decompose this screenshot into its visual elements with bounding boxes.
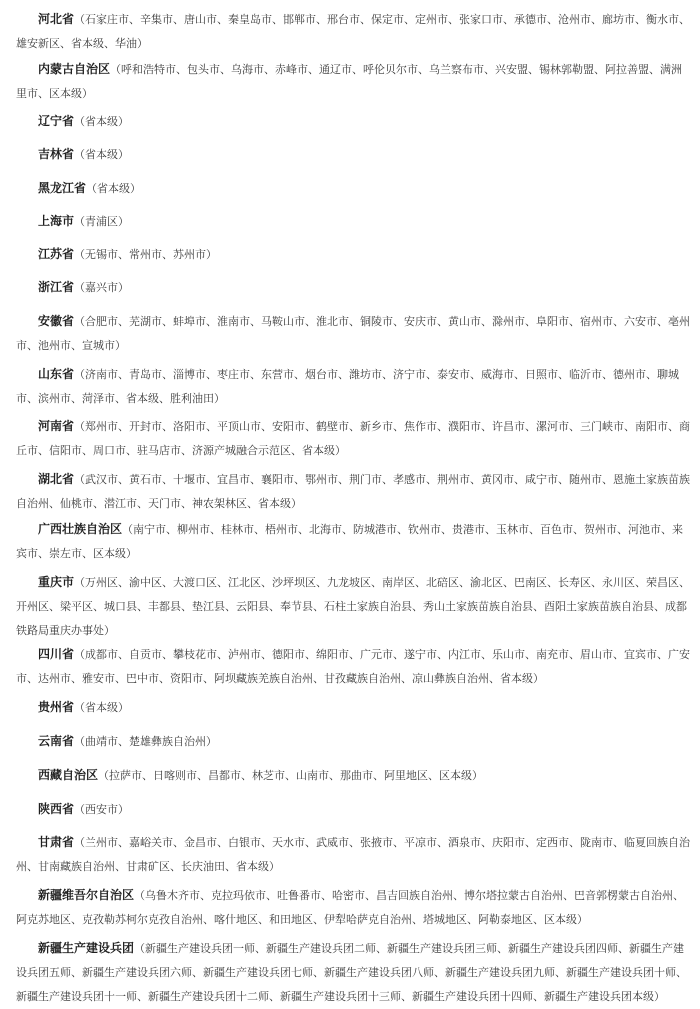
region-entry-jiangsu: 江苏省（无锡市、常州市、苏州市）	[38, 247, 218, 261]
region-list: 兰州市、嘉峪关市、金昌市、白银市、天水市、武威市、张掖市、平凉市、酒泉市、庆阳市、定西市、陇南市、临夏回族自治州、甘南藏族自治州、甘肃矿区、长庆油田、省本级	[16, 836, 691, 873]
region-list: 万州区、渝中区、大渡口区、江北区、沙坪坝区、九龙坡区、南岸区、北碚区、渝北区、巴南区、长寿区、永川区、荣昌区、开州区、梁平区、城口县、丰都县、垫江县、云阳县、奉节县、石柱土家族自治县、秀山土家族苗族自治县、酉阳土家族苗族自治县、成都铁路局重庆办事处	[16, 576, 691, 637]
region-list: 嘉兴市	[85, 281, 119, 294]
region-list: 无锡市、常州市、苏州市	[85, 248, 207, 261]
region-list: 省本级	[85, 701, 119, 714]
region-name: 河南省	[38, 419, 75, 433]
region-list: 省本级	[85, 148, 119, 161]
region-name: 安徽省	[38, 314, 75, 328]
region-entry-yunnan: 云南省（曲靖市、楚雄彝族自治州）	[38, 734, 218, 748]
region-name: 上海市	[38, 214, 75, 228]
region-entry-shandong: 山东省（济南市、青岛市、淄博市、枣庄市、东营市、烟台市、潍坊市、济宁市、泰安市、威海市、日照市、临沂市、德州市、聊城市、滨州市、菏泽市、省本级、胜利油田）	[16, 367, 680, 405]
region-list: 西安市	[85, 803, 119, 816]
region-entry-henan: 河南省（郑州市、开封市、洛阳市、平顶山市、安阳市、鹤壁市、新乡市、焦作市、濮阳市、许昌市、漯河市、三门峡市、南阳市、商丘市、信阳市、周口市、驻马店市、济源产城融合示范区、省本级）	[16, 419, 691, 457]
region-entry-hebei: 河北省（石家庄市、辛集市、唐山市、秦皇岛市、邯郸市、邢台市、保定市、定州市、张家口市、承德市、沧州市、廊坊市、衡水市、雄安新区、省本级、华油）	[16, 12, 691, 50]
region-list: 乌鲁木齐市、克拉玛依市、吐鲁番市、哈密市、昌吉回族自治州、博尔塔拉蒙古自治州、巴音郭楞蒙古自治州、阿克苏地区、克孜勒苏柯尔克孜自治州、喀什地区、和田地区、伊犁哈萨克自治州、塔城地区、阿勒泰地区、区本级	[16, 889, 685, 926]
region-list: 新疆生产建设兵团一师、新疆生产建设兵团二师、新疆生产建设兵团三师、新疆生产建设兵团四师、新疆生产建设兵团五师、新疆生产建设兵团六师、新疆生产建设兵团七师、新疆生产建设兵团八师、新疆生产建设兵团九师、新疆生产建设兵团十师、新疆生产建设兵团十一师、新疆生产建设兵团十二师、新疆生产建设兵团十三师、新疆生产建设兵团十四师、新疆生产建设兵团本级	[16, 942, 687, 1003]
region-list: 石家庄市、辛集市、唐山市、秦皇岛市、邯郸市、邢台市、保定市、定州市、张家口市、承德市、沧州市、廊坊市、衡水市、雄安新区、省本级、华油	[16, 13, 691, 50]
region-name: 重庆市	[38, 575, 75, 589]
region-list: 青浦区	[85, 215, 119, 228]
region-entry-shanghai: 上海市（青浦区）	[38, 214, 130, 228]
region-entry-guangxi: 广西壮族自治区（南宁市、柳州市、桂林市、梧州市、北海市、防城港市、钦州市、贵港市、玉林市、百色市、贺州市、河池市、来宾市、崇左市、区本级）	[16, 522, 684, 560]
region-list: 拉萨市、日喀则市、昌都市、林芝市、山南市、那曲市、阿里地区、区本级	[109, 769, 473, 782]
region-name: 黑龙江省	[38, 181, 87, 195]
region-entry-anhui: 安徽省（合肥市、芜湖市、蚌埠市、淮南市、马鞍山市、淮北市、铜陵市、安庆市、黄山市、滁州市、阜阳市、宿州市、六安市、亳州市、池州市、宣城市）	[16, 314, 691, 352]
region-list: 成都市、自贡市、攀枝花市、泸州市、德阳市、绵阳市、广元市、遂宁市、内江市、乐山市、南充市、眉山市、宜宾市、广安市、达州市、雅安市、巴中市、资阳市、阿坝藏族羌族自治州、甘孜藏族自治州、凉山彝族自治州、省本级	[16, 648, 691, 685]
region-name: 新疆维吾尔自治区	[38, 888, 135, 902]
region-name: 贵州省	[38, 700, 75, 714]
region-list: 省本级	[97, 182, 131, 195]
region-entry-chongqing: 重庆市（万州区、渝中区、大渡口区、江北区、沙坪坝区、九龙坡区、南岸区、北碚区、渝北区、巴南区、长寿区、永川区、荣昌区、开州区、梁平区、城口县、丰都县、垫江县、云阳县、奉节县、石柱土家族自治县、秀山土家族苗族自治县、酉阳土家族苗族自治县、成都铁路局重庆办事处）	[16, 575, 691, 637]
region-entry-guizhou: 贵州省（省本级）	[38, 700, 130, 714]
region-name: 西藏自治区	[38, 768, 99, 782]
region-list: 呼和浩特市、包头市、乌海市、赤峰市、通辽市、呼伦贝尔市、乌兰察布市、兴安盟、锡林郭勒盟、阿拉善盟、满洲里市、区本级	[16, 63, 683, 100]
region-entry-jilin: 吉林省（省本级）	[38, 147, 130, 161]
region-entry-xizang: 西藏自治区（拉萨市、日喀则市、昌都市、林芝市、山南市、那曲市、阿里地区、区本级）	[38, 768, 484, 782]
region-name: 浙江省	[38, 280, 75, 294]
region-name: 江苏省	[38, 247, 75, 261]
region-name: 辽宁省	[38, 114, 75, 128]
region-list: 合肥市、芜湖市、蚌埠市、淮南市、马鞍山市、淮北市、铜陵市、安庆市、黄山市、滁州市、阜阳市、宿州市、六安市、亳州市、池州市、宣城市	[16, 315, 691, 352]
region-name: 甘肃省	[38, 835, 75, 849]
region-list: 武汉市、黄石市、十堰市、宜昌市、襄阳市、鄂州市、荆门市、孝感市、荆州市、黄冈市、咸宁市、随州市、恩施土家族苗族自治州、仙桃市、潜江市、天门市、神农架林区、省本级	[16, 473, 691, 510]
region-name: 河北省	[38, 12, 75, 26]
region-entry-heilongjiang: 黑龙江省（省本级）	[38, 181, 142, 195]
region-name: 内蒙古自治区	[38, 62, 111, 76]
region-entry-neimenggu: 内蒙古自治区（呼和浩特市、包头市、乌海市、赤峰市、通辽市、呼伦贝尔市、乌兰察布市、兴安盟、锡林郭勒盟、阿拉善盟、满洲里市、区本级）	[16, 62, 683, 100]
region-list: 济南市、青岛市、淄博市、枣庄市、东营市、烟台市、潍坊市、济宁市、泰安市、威海市、日照市、临沂市、德州市、聊城市、滨州市、菏泽市、省本级、胜利油田	[16, 368, 680, 405]
region-name: 陕西省	[38, 802, 75, 816]
region-entry-liaoning: 辽宁省（省本级）	[38, 114, 130, 128]
region-list: 省本级	[85, 115, 119, 128]
region-name: 四川省	[38, 647, 75, 661]
region-name: 新疆生产建设兵团	[38, 941, 135, 955]
region-name: 吉林省	[38, 147, 75, 161]
region-entry-gansu: 甘肃省（兰州市、嘉峪关市、金昌市、白银市、天水市、武威市、张掖市、平凉市、酒泉市、庆阳市、定西市、陇南市、临夏回族自治州、甘南藏族自治州、甘肃矿区、长庆油田、省本级）	[16, 835, 691, 873]
region-list: 郑州市、开封市、洛阳市、平顶山市、安阳市、鹤壁市、新乡市、焦作市、濮阳市、许昌市、漯河市、三门峡市、南阳市、商丘市、信阳市、周口市、驻马店市、济源产城融合示范区、省本级	[16, 420, 691, 457]
region-list: 南宁市、柳州市、桂林市、梧州市、北海市、防城港市、钦州市、贵港市、玉林市、百色市、贺州市、河池市、来宾市、崇左市、区本级	[16, 523, 684, 560]
region-name: 云南省	[38, 734, 75, 748]
region-name: 湖北省	[38, 472, 75, 486]
region-entry-zhejiang: 浙江省（嘉兴市）	[38, 280, 130, 294]
region-entry-shaanxi: 陕西省（西安市）	[38, 802, 130, 816]
region-entry-bingtuan: 新疆生产建设兵团（新疆生产建设兵团一师、新疆生产建设兵团二师、新疆生产建设兵团三师、新疆生产建设兵团四师、新疆生产建设兵团五师、新疆生产建设兵团六师、新疆生产建设兵团七师、新疆生产建设兵团八师、新疆生产建设兵团九师、新疆生产建设兵团十师、新疆生产建设兵团十一师、新疆生产建设兵团十二师、新疆生产建设兵团十三师、新疆生产建设兵团十四师、新疆生产建设兵团本级）	[16, 941, 687, 1003]
region-entry-sichuan: 四川省（成都市、自贡市、攀枝花市、泸州市、德阳市、绵阳市、广元市、遂宁市、内江市、乐山市、南充市、眉山市、宜宾市、广安市、达州市、雅安市、巴中市、资阳市、阿坝藏族羌族自治州、甘孜藏族自治州、凉山彝族自治州、省本级）	[16, 647, 691, 685]
region-entry-hubei: 湖北省（武汉市、黄石市、十堰市、宜昌市、襄阳市、鄂州市、荆门市、孝感市、荆州市、黄冈市、咸宁市、随州市、恩施土家族苗族自治州、仙桃市、潜江市、天门市、神农架林区、省本级）	[16, 472, 691, 510]
region-entry-xinjiang: 新疆维吾尔自治区（乌鲁木齐市、克拉玛依市、吐鲁番市、哈密市、昌吉回族自治州、博尔塔拉蒙古自治州、巴音郭楞蒙古自治州、阿克苏地区、克孜勒苏柯尔克孜自治州、喀什地区、和田地区、伊犁哈萨克自治州、塔城地区、阿勒泰地区、区本级）	[16, 888, 685, 926]
region-list: 曲靖市、楚雄彝族自治州	[85, 735, 207, 748]
region-name: 山东省	[38, 367, 75, 381]
region-name: 广西壮族自治区	[38, 522, 123, 536]
